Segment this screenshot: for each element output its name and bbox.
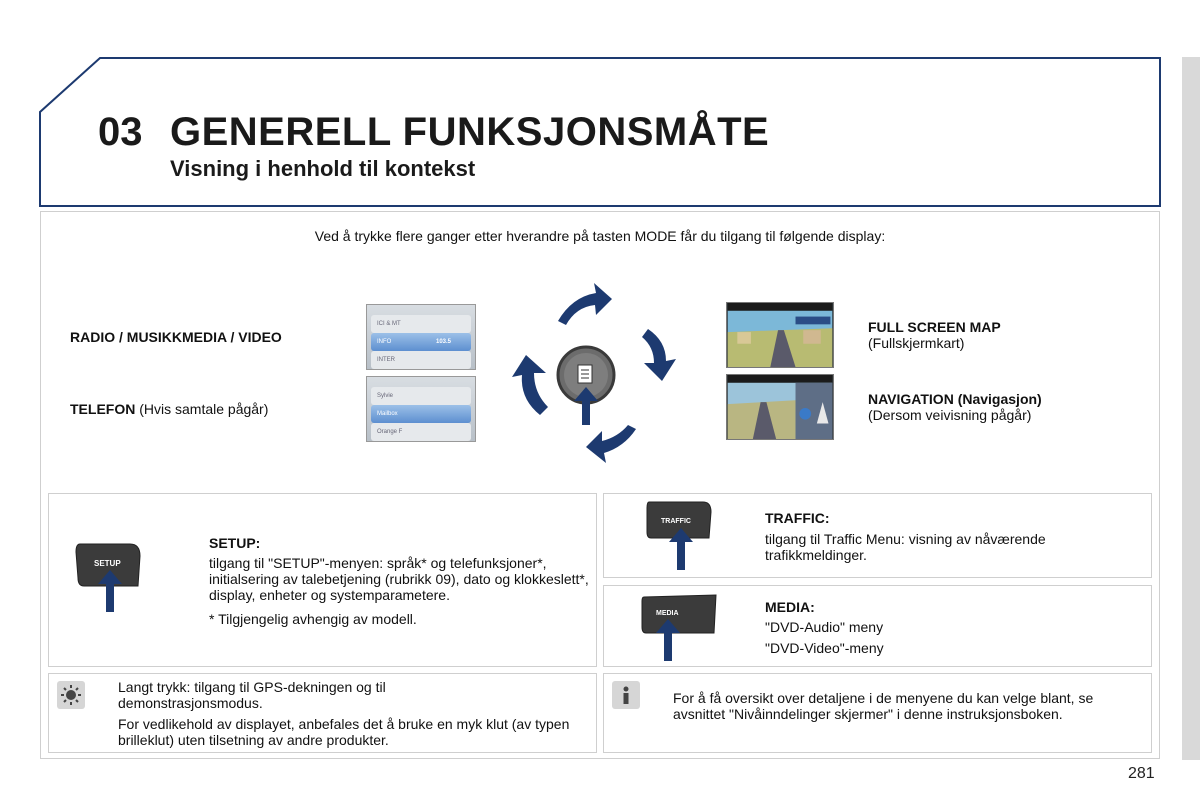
phone-row-1: Sylvie	[371, 387, 471, 405]
header-frame	[0, 0, 1200, 215]
cycle-arrow-bottom	[586, 425, 636, 463]
maintenance-text: For vedlikehold av displayet, anbefales det å bruke en myk klut (av typen brilleklut) uten tilsetning av andre produkter.	[118, 716, 570, 748]
traffic-button-text: TRAFFIC	[661, 518, 691, 525]
radio-screen-thumbnail	[366, 304, 476, 370]
phone-row-3: Orange F	[371, 423, 471, 441]
page-number: 281	[1128, 765, 1155, 782]
radio-frequency: 103.5	[435, 339, 451, 345]
phone-row-2: Mailbox	[371, 405, 471, 423]
media-button-illustration	[640, 593, 720, 663]
full-screen-map-thumbnail	[726, 302, 834, 368]
page-subtitle: Visning i henhold til kontekst	[170, 156, 476, 181]
media-line-2: "DVD-Video"-meny	[765, 640, 884, 656]
setup-heading: SETUP:	[209, 535, 261, 551]
media-line-1: "DVD-Audio" meny	[765, 619, 884, 635]
radio-row-2-label: INFO	[377, 339, 392, 345]
traffic-heading: TRAFFIC:	[765, 510, 830, 526]
cycle-arrow-right	[642, 329, 676, 381]
side-tab-bar	[1182, 57, 1200, 760]
setup-button-illustration	[74, 542, 144, 617]
radio-mode-label: RADIO / MUSIKKMEDIA / VIDEO	[70, 329, 282, 345]
navigation-note: (Dersom veivisning pågår)	[868, 407, 1032, 423]
setup-button-text: SETUP	[94, 559, 121, 568]
navigation-label: NAVIGATION (Navigasjon)	[868, 391, 1042, 407]
sun-icon	[57, 681, 85, 709]
info-icon	[612, 681, 640, 709]
media-button-text: MEDIA	[656, 610, 679, 617]
cycle-arrow-left	[512, 355, 548, 415]
radio-row-1: ICI & MT	[371, 315, 471, 333]
page-title: GENERELL FUNKSJONSMÅTE	[170, 110, 770, 154]
full-map-label: FULL SCREEN MAP	[868, 319, 1001, 335]
intro-text: Ved å trykke flere ganger etter hverandre på tasten MODE får du tilgang til følgende display:	[314, 228, 886, 244]
info-text: For å få oversikt over detaljene i de menyene du kan velge blant, se avsnittet "Nivåinndelinger skjermer" i denne instruksjonsboken.	[673, 690, 1094, 722]
telefon-label-bold: TELEFON	[70, 401, 136, 417]
traffic-description: tilgang til Traffic Menu: visning av nåværende trafikkmeldinger.	[765, 531, 1046, 563]
phone-screen-thumbnail	[366, 376, 476, 442]
navigation-map-thumbnail	[726, 374, 834, 440]
setup-description: tilgang til "SETUP"-menyen: språk* og telefunksjoner*, initialsering av talebetjening (rubrikk 09), dato og klokkeslett*, display, enheter og systemparametere.	[209, 555, 589, 603]
telefon-label-note: (Hvis samtale pågår)	[135, 401, 269, 417]
setup-footnote: * Tilgjengelig avhengig av modell.	[209, 611, 417, 627]
mode-cycle-diagram	[490, 275, 690, 475]
long-press-text: Langt trykk: tilgang til GPS-dekningen og til demonstrasjonsmodus.	[118, 679, 386, 711]
telefon-mode-label	[70, 401, 268, 417]
media-heading: MEDIA:	[765, 599, 815, 615]
chapter-number: 03	[98, 110, 143, 154]
radio-row-3: INTER	[371, 351, 471, 369]
traffic-button-illustration	[645, 500, 715, 572]
cycle-arrow-top	[558, 283, 612, 325]
full-map-note: (Fullskjermkart)	[868, 335, 965, 351]
radio-row-2	[371, 333, 471, 351]
